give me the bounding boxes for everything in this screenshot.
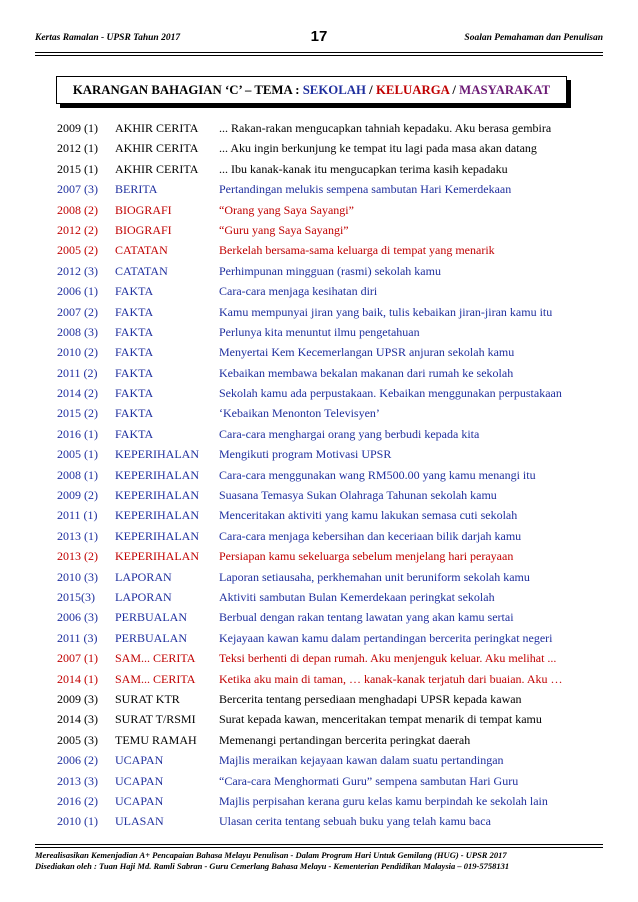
topic-row	[57, 791, 617, 811]
topic-title: Sekolah kamu ada perpustakaan. Kebaikan menggunakan perpustakaan	[219, 386, 562, 401]
topic-year: 2011 (3)	[57, 630, 98, 645]
topic-title: “Guru yang Saya Sayangi”	[219, 222, 349, 237]
topic-row	[57, 363, 617, 383]
topic-year: 2013 (1)	[57, 528, 98, 543]
title-separator-1: /	[365, 83, 376, 97]
topic-row	[57, 689, 617, 709]
topic-year: 2011 (1)	[57, 508, 98, 523]
header-divider	[35, 52, 603, 53]
topic-category: FAKTA	[115, 406, 154, 421]
topic-year: 2008 (2)	[57, 202, 98, 217]
topic-row	[57, 771, 617, 791]
topic-year: 2015 (2)	[57, 406, 98, 421]
topic-year: 2013 (2)	[57, 549, 98, 564]
topic-title: Menceritakan aktiviti yang kamu lakukan semasa cuti sekolah	[219, 508, 518, 523]
topic-title: Majlis meraikan kejayaan kawan dalam suatu pertandingan	[219, 753, 504, 768]
topic-row	[57, 342, 617, 362]
topic-category: ULASAN	[115, 814, 164, 829]
topic-row	[57, 567, 617, 587]
topic-title: Perhimpunan mingguan (rasmi) sekolah kamu	[219, 263, 441, 278]
topic-row	[57, 485, 617, 505]
topic-category: CATATAN	[115, 263, 168, 278]
topic-year: 2010 (2)	[57, 345, 98, 360]
topic-row	[57, 240, 617, 260]
topic-year: 2005 (3)	[57, 732, 98, 747]
topic-year: 2008 (1)	[57, 467, 98, 482]
page-header	[35, 28, 603, 50]
topic-category: LAPORAN	[115, 589, 172, 604]
topic-category: UCAPAN	[115, 753, 164, 768]
topic-category: PERBUALAN	[115, 630, 188, 645]
topic-row	[57, 444, 617, 464]
topic-row	[57, 628, 617, 648]
header-left-text: Kertas Ramalan - UPSR Tahun 2017	[35, 33, 181, 43]
topic-category: LAPORAN	[115, 569, 172, 584]
topic-category: PERBUALAN	[115, 610, 188, 625]
topic-year: 2010 (1)	[57, 814, 98, 829]
topic-row	[57, 281, 617, 301]
topic-row	[57, 159, 617, 179]
topic-row	[57, 526, 617, 546]
topic-category: TEMU RAMAH	[115, 732, 197, 747]
topic-row	[57, 200, 617, 220]
topic-row	[57, 118, 617, 138]
topic-category: UCAPAN	[115, 793, 164, 808]
footer-divider-secondary	[35, 847, 603, 848]
topic-title: Cara-cara menggunakan wang RM500.00 yang kamu menangi itu	[219, 467, 536, 482]
topic-year: 2007 (1)	[57, 651, 98, 666]
topic-category: SURAT T/RSMI	[115, 712, 196, 727]
topic-title: Ulasan cerita tentang sebuah buku yang telah kamu baca	[219, 814, 491, 829]
topic-title: Memenangi pertandingan bercerita peringkat daerah	[219, 732, 471, 747]
title-separator-2: /	[449, 83, 460, 97]
footer-line-1: Merealisasikan Kemenjadian A+ Pencapaian Bahasa Melayu Penulisan - Dalam Program Hari Untuk Gemilang (HUG) - UPSR 2017	[35, 850, 507, 860]
topic-category: SURAT KTR	[115, 691, 180, 706]
topic-row	[57, 302, 617, 322]
topic-title: Suasana Temasya Sukan Olahraga Tahunan sekolah kamu	[219, 488, 497, 503]
topic-category: KEPERIHALAN	[115, 549, 199, 564]
title-theme-masyarakat: MASYARAKAT	[459, 83, 551, 97]
header-divider-secondary	[35, 55, 603, 56]
topic-category: KEPERIHALAN	[115, 508, 199, 523]
topic-row	[57, 587, 617, 607]
topic-title: Laporan setiausaha, perkhemahan unit beruniform sekolah kamu	[219, 569, 530, 584]
topic-category: BIOGRAFI	[115, 222, 172, 237]
topic-year: 2014 (2)	[57, 386, 98, 401]
topic-year: 2016 (2)	[57, 793, 98, 808]
section-title-box	[56, 76, 567, 104]
footer-divider	[35, 844, 603, 845]
topic-category: SAM... CERITA	[115, 651, 196, 666]
topic-title: Teksi berhenti di depan rumah. Aku menjenguk keluar. Aku melihat ...	[219, 651, 557, 666]
topic-title: “Cara-cara Menghormati Guru” sempena sambutan Hari Guru	[219, 773, 519, 788]
topic-title: Cara-cara menjaga kebersihan dan keceriaan bilik darjah kamu	[219, 528, 522, 543]
topic-year: 2009 (1)	[57, 121, 98, 135]
topic-row	[57, 546, 617, 566]
topic-row	[57, 403, 617, 423]
topic-row	[57, 709, 617, 729]
topic-year: 2015(3)	[57, 589, 95, 604]
topic-title: Kejayaan kawan kamu dalam pertandingan bercerita peringkat negeri	[219, 630, 553, 645]
topic-row	[57, 505, 617, 525]
page-number: 17	[310, 28, 328, 45]
topic-title: Majlis perpisahan kerana guru kelas kamu berpindah ke sekolah lain	[219, 793, 548, 808]
topic-title: Pertandingan melukis sempena sambutan Hari Kemerdekaan	[219, 182, 512, 197]
topic-category: UCAPAN	[115, 773, 164, 788]
topic-row	[57, 322, 617, 342]
topic-category: FAKTA	[115, 426, 154, 441]
topic-category: CATATAN	[115, 243, 168, 258]
topic-year: 2012 (3)	[57, 263, 98, 278]
topic-category: BERITA	[115, 182, 158, 197]
topic-year: 2009 (3)	[57, 691, 98, 706]
topic-year: 2007 (3)	[57, 182, 98, 197]
topic-title: Ketika aku main di taman, … kanak-kanak terjatuh dari buaian. Aku …	[219, 671, 563, 686]
topic-row	[57, 465, 617, 485]
topic-title: Bercerita tentang persediaan menghadapi UPSR kepada kawan	[219, 691, 522, 706]
topic-row	[57, 383, 617, 403]
essay-topic-list	[57, 118, 617, 832]
topic-category: KEPERIHALAN	[115, 467, 199, 482]
topic-year: 2005 (2)	[57, 243, 98, 258]
topic-category: FAKTA	[115, 284, 154, 299]
topic-row	[57, 669, 617, 689]
topic-category: AKHIR CERITA	[115, 141, 199, 156]
topic-title: Berbual dengan rakan tentang lawatan yang akan kamu sertai	[219, 610, 514, 625]
topic-row	[57, 220, 617, 240]
topic-year: 2006 (2)	[57, 753, 98, 768]
topic-row	[57, 811, 617, 831]
topic-category: AKHIR CERITA	[115, 121, 199, 135]
topic-category: AKHIR CERITA	[115, 161, 199, 176]
topic-year: 2011 (2)	[57, 365, 98, 380]
topic-year: 2012 (2)	[57, 222, 98, 237]
topic-title: Kebaikan membawa bekalan makanan dari rumah ke sekolah	[219, 365, 514, 380]
topic-year: 2015 (1)	[57, 161, 98, 176]
topic-title: ‘Kebaikan Menonton Televisyen’	[219, 406, 380, 421]
topic-year: 2016 (1)	[57, 426, 98, 441]
topic-year: 2014 (1)	[57, 671, 98, 686]
topic-row	[57, 648, 617, 668]
topic-category: FAKTA	[115, 365, 154, 380]
topic-title: Mengikuti program Motivasi UPSR	[219, 447, 392, 462]
topic-year: 2013 (3)	[57, 773, 98, 788]
topic-category: SAM... CERITA	[115, 671, 196, 686]
topic-category: KEPERIHALAN	[115, 528, 199, 543]
topic-category: FAKTA	[115, 304, 154, 319]
topic-year: 2005 (1)	[57, 447, 98, 462]
topic-title: Cara-cara menjaga kesihatan diri	[219, 284, 378, 299]
topic-year: 2008 (3)	[57, 324, 98, 339]
topic-year: 2014 (3)	[57, 712, 98, 727]
topic-title: Aktiviti sambutan Bulan Kemerdekaan peringkat sekolah	[219, 589, 495, 604]
topic-title: Menyertai Kem Kecemerlangan UPSR anjuran sekolah kamu	[219, 345, 515, 360]
topic-title: ... Rakan-rakan mengucapkan tahniah kepadaku. Aku berasa gembira	[219, 121, 552, 135]
topic-title: ... Aku ingin berkunjung ke tempat itu lagi pada masa akan datang	[219, 141, 537, 156]
topic-title: Kamu mempunyai jiran yang baik, tulis kebaikan jiran-jiran kamu itu	[219, 304, 553, 319]
topic-category: KEPERIHALAN	[115, 447, 199, 462]
footer-line-2: Disediakan oleh : Tuan Haji Md. Ramli Sabran - Guru Cemerlang Bahasa Melayu - Kementerian Pendidikan Malaysia – 019-5758131	[35, 861, 510, 871]
title-prefix: KARANGAN BAHAGIAN ‘C’ – TEMA :	[72, 83, 303, 97]
topic-category: KEPERIHALAN	[115, 488, 199, 503]
topic-year: 2010 (3)	[57, 569, 98, 584]
topic-title: Perlunya kita menuntut ilmu pengetahuan	[219, 324, 420, 339]
topic-category: FAKTA	[115, 324, 154, 339]
topic-year: 2007 (2)	[57, 304, 98, 319]
topic-title: Cara-cara menghargai orang yang berbudi kepada kita	[219, 426, 480, 441]
topic-category: FAKTA	[115, 345, 154, 360]
topic-year: 2006 (1)	[57, 284, 98, 299]
topic-row	[57, 424, 617, 444]
topic-row	[57, 730, 617, 750]
title-theme-sekolah: SEKOLAH	[302, 83, 366, 97]
title-theme-keluarga: KELUARGA	[375, 83, 450, 97]
topic-row	[57, 179, 617, 199]
topic-title: Persiapan kamu sekeluarga sebelum menjelang hari perayaan	[219, 549, 514, 564]
topic-row	[57, 607, 617, 627]
header-right-text: Soalan Pemahaman dan Penulisan	[464, 33, 603, 43]
page-footer	[35, 850, 603, 872]
topic-row	[57, 750, 617, 770]
topic-title: Surat kepada kawan, menceritakan tempat menarik di tempat kamu	[219, 712, 542, 727]
topic-title: “Orang yang Saya Sayangi”	[219, 202, 354, 217]
topic-title: Berkelah bersama-sama keluarga di tempat yang menarik	[219, 243, 495, 258]
topic-category: FAKTA	[115, 386, 154, 401]
topic-title: ... Ibu kanak-kanak itu mengucapkan terima kasih kepadaku	[219, 161, 508, 176]
topic-year: 2006 (3)	[57, 610, 98, 625]
topic-row	[57, 261, 617, 281]
topic-row	[57, 138, 617, 158]
topic-category: BIOGRAFI	[115, 202, 172, 217]
topic-year: 2012 (1)	[57, 141, 98, 156]
topic-year: 2009 (2)	[57, 488, 98, 503]
